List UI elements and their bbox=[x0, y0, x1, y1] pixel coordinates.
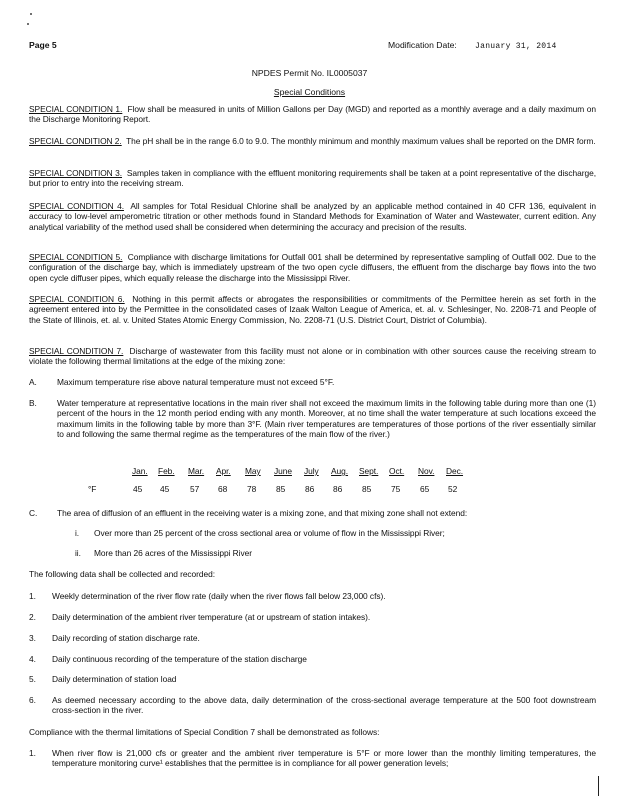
month-header: Apr. bbox=[216, 466, 231, 476]
temperature-value: 52 bbox=[448, 484, 458, 494]
month-header: May bbox=[245, 466, 261, 476]
data-item-number: 1. bbox=[29, 591, 36, 601]
modification-date: January 31, 2014 bbox=[475, 42, 557, 51]
degree-unit: °F bbox=[88, 484, 97, 494]
permit-title: NPDES Permit No. IL0005037 bbox=[251, 68, 368, 78]
item-c-letter: C. bbox=[29, 508, 38, 518]
month-header: Feb. bbox=[158, 466, 175, 476]
temperature-value: 68 bbox=[218, 484, 228, 494]
condition-label: SPECIAL CONDITION 1. bbox=[29, 104, 123, 114]
special-condition-6 bbox=[29, 294, 596, 325]
special-condition-5 bbox=[29, 252, 596, 283]
data-item-number: 4. bbox=[29, 654, 36, 664]
condition-text: All samples for Total Residual Chlorine shall be analyzed by an applicable method contained in 40 CFR 136, equivalent in accuracy to low-level amperometric titration or other methods found in Standard Methods for Examination of Water and Wastewater, current edition. Any analytical variability of the method used shall be considered when determining the accuracy and precision of the results. bbox=[29, 201, 597, 232]
condition-text: Flow shall be measured in units of Million Gallons per Day (MGD) and reported as a monthly average and a daily maximum on the Discharge Monitoring Report. bbox=[29, 104, 596, 125]
month-header: Nov. bbox=[418, 466, 435, 476]
temperature-value: 57 bbox=[190, 484, 200, 494]
temperature-value: 45 bbox=[160, 484, 170, 494]
data-item-number: 6. bbox=[29, 695, 36, 705]
item-b-text: Water temperature at representative locations in the main river shall not exceed the maximum limits in the following table during more than one (1) percent of the hours in the 12 month period ending with any month. Moreover, at no time shall the water temperature at such locations exceed the maximum limits in the following table by more than 3°F. (Main river temperatures are temperatures of those portions of the river essentially similar to and following the same thermal regime as the temperatures of the main flow of the river.) bbox=[57, 398, 596, 440]
condition-label: SPECIAL CONDITION 7. bbox=[29, 346, 124, 356]
special-condition-3 bbox=[29, 168, 596, 189]
temperature-value: 45 bbox=[133, 484, 143, 494]
mixing-zone-roman: i. bbox=[75, 528, 80, 538]
data-item-text: Daily determination of the ambient river temperature (at or upstream of station intakes). bbox=[52, 612, 371, 622]
temperature-value: 85 bbox=[362, 484, 372, 494]
month-header: Sept. bbox=[359, 466, 379, 476]
special-condition-4 bbox=[29, 201, 596, 232]
data-item-text: Daily continuous recording of the temperature of the station discharge bbox=[52, 654, 307, 664]
data-intro: The following data shall be collected and recorded: bbox=[29, 569, 216, 579]
month-header: Aug. bbox=[331, 466, 349, 476]
mixing-zone-text: More than 26 acres of the Mississippi River bbox=[94, 548, 252, 558]
month-header: Dec. bbox=[446, 466, 464, 476]
data-item-text: Daily determination of station load bbox=[52, 674, 177, 684]
data-item-number: 3. bbox=[29, 633, 36, 643]
condition-label: SPECIAL CONDITION 3. bbox=[29, 168, 122, 178]
special-condition-1 bbox=[29, 104, 596, 125]
temperature-value: 75 bbox=[391, 484, 401, 494]
condition-label: SPECIAL CONDITION 4. bbox=[29, 201, 124, 211]
data-item-text: Weekly determination of the river flow rate (daily when the river flows fall below 23,000 cfs). bbox=[52, 591, 386, 601]
compliance-item-number: 1. bbox=[29, 748, 36, 758]
special-condition-7 bbox=[29, 346, 596, 367]
month-header: June bbox=[274, 466, 292, 476]
condition-text: The pH shall be in the range 6.0 to 9.0. The monthly minimum and monthly maximum values shall be reported on the DMR form. bbox=[126, 136, 596, 146]
month-header: Jan. bbox=[132, 466, 148, 476]
data-item-number: 5. bbox=[29, 674, 36, 684]
item-a-letter: A. bbox=[29, 377, 37, 387]
data-item-text: As deemed necessary according to the above data, daily determination of the cross-sectional average temperature at the 500 foot downstream cross-section in the river. bbox=[52, 695, 596, 716]
item-b-letter: B. bbox=[29, 398, 37, 408]
condition-label: SPECIAL CONDITION 6. bbox=[29, 294, 125, 304]
month-header: Oct. bbox=[389, 466, 405, 476]
mixing-zone-roman: ii. bbox=[75, 548, 81, 558]
item-c-text: The area of diffusion of an effluent in the receiving water is a mixing zone, and that mixing zone shall not extend: bbox=[57, 508, 468, 518]
modification-label: Modification Date: bbox=[388, 40, 457, 50]
compliance-intro: Compliance with the thermal limitations of Special Condition 7 shall be demonstrated as follows: bbox=[29, 727, 380, 737]
temperature-value: 86 bbox=[305, 484, 315, 494]
item-a-text: Maximum temperature rise above natural temperature must not exceed 5°F. bbox=[57, 377, 335, 387]
temperature-value: 78 bbox=[247, 484, 257, 494]
condition-text: Discharge of wastewater from this facility must not alone or in combination with other sources cause the receiving stream to violate the following thermal limitations at the edge of the mixing zone: bbox=[29, 346, 596, 367]
section-title: Special Conditions bbox=[273, 87, 346, 97]
scan-edge-mark bbox=[598, 776, 599, 796]
condition-text: Samples taken in compliance with the effluent monitoring requirements shall be taken at a point representative of the discharge, but prior to entry into the receiving stream. bbox=[29, 168, 596, 189]
mixing-zone-text: Over more than 25 percent of the cross sectional area or volume of flow in the Mississippi River; bbox=[94, 528, 445, 538]
condition-text: Nothing in this permit affects or abrogates the responsibilities or commitments of the Permittee herein as set forth in the agreement entered into by the Permittee in the consolidated cases of Izaak Walton League of America, et. al. v. Schlesinger, No. 2208-71 and People of the State of Illinois, et. al. v. United States Atomic Energy Commission, No. 2208-71 (U.S. District Court, District of Columbia). bbox=[29, 294, 596, 325]
scan-speck bbox=[30, 13, 32, 15]
temperature-value: 86 bbox=[333, 484, 343, 494]
compliance-item-text: When river flow is 21,000 cfs or greater and the ambient river temperature is 5°F or more lower than the monthly limiting temperatures, the temperature monitoring curve¹ establishes that the permittee is in compliance for all power generation levels; bbox=[52, 748, 596, 769]
scan-speck bbox=[27, 23, 29, 25]
data-item-number: 2. bbox=[29, 612, 36, 622]
data-item-text: Daily recording of station discharge rate. bbox=[52, 633, 200, 643]
special-condition-2 bbox=[29, 136, 596, 146]
condition-label: SPECIAL CONDITION 5. bbox=[29, 252, 123, 262]
temperature-value: 65 bbox=[420, 484, 430, 494]
page-number: Page 5 bbox=[29, 40, 57, 50]
condition-text: Compliance with discharge limitations for Outfall 001 shall be determined by representative sampling of Outfall 002. Due to the configuration of the discharge bay, which is immediately upstream of the two open cycle diffusers, the effluent from the discharge bay flows into the two open cycle diffuser pipes, which equally release the discharge into the Mississippi River. bbox=[29, 252, 596, 283]
month-header: July bbox=[304, 466, 319, 476]
temperature-value: 85 bbox=[276, 484, 286, 494]
month-header: Mar. bbox=[188, 466, 205, 476]
condition-label: SPECIAL CONDITION 2. bbox=[29, 136, 122, 146]
